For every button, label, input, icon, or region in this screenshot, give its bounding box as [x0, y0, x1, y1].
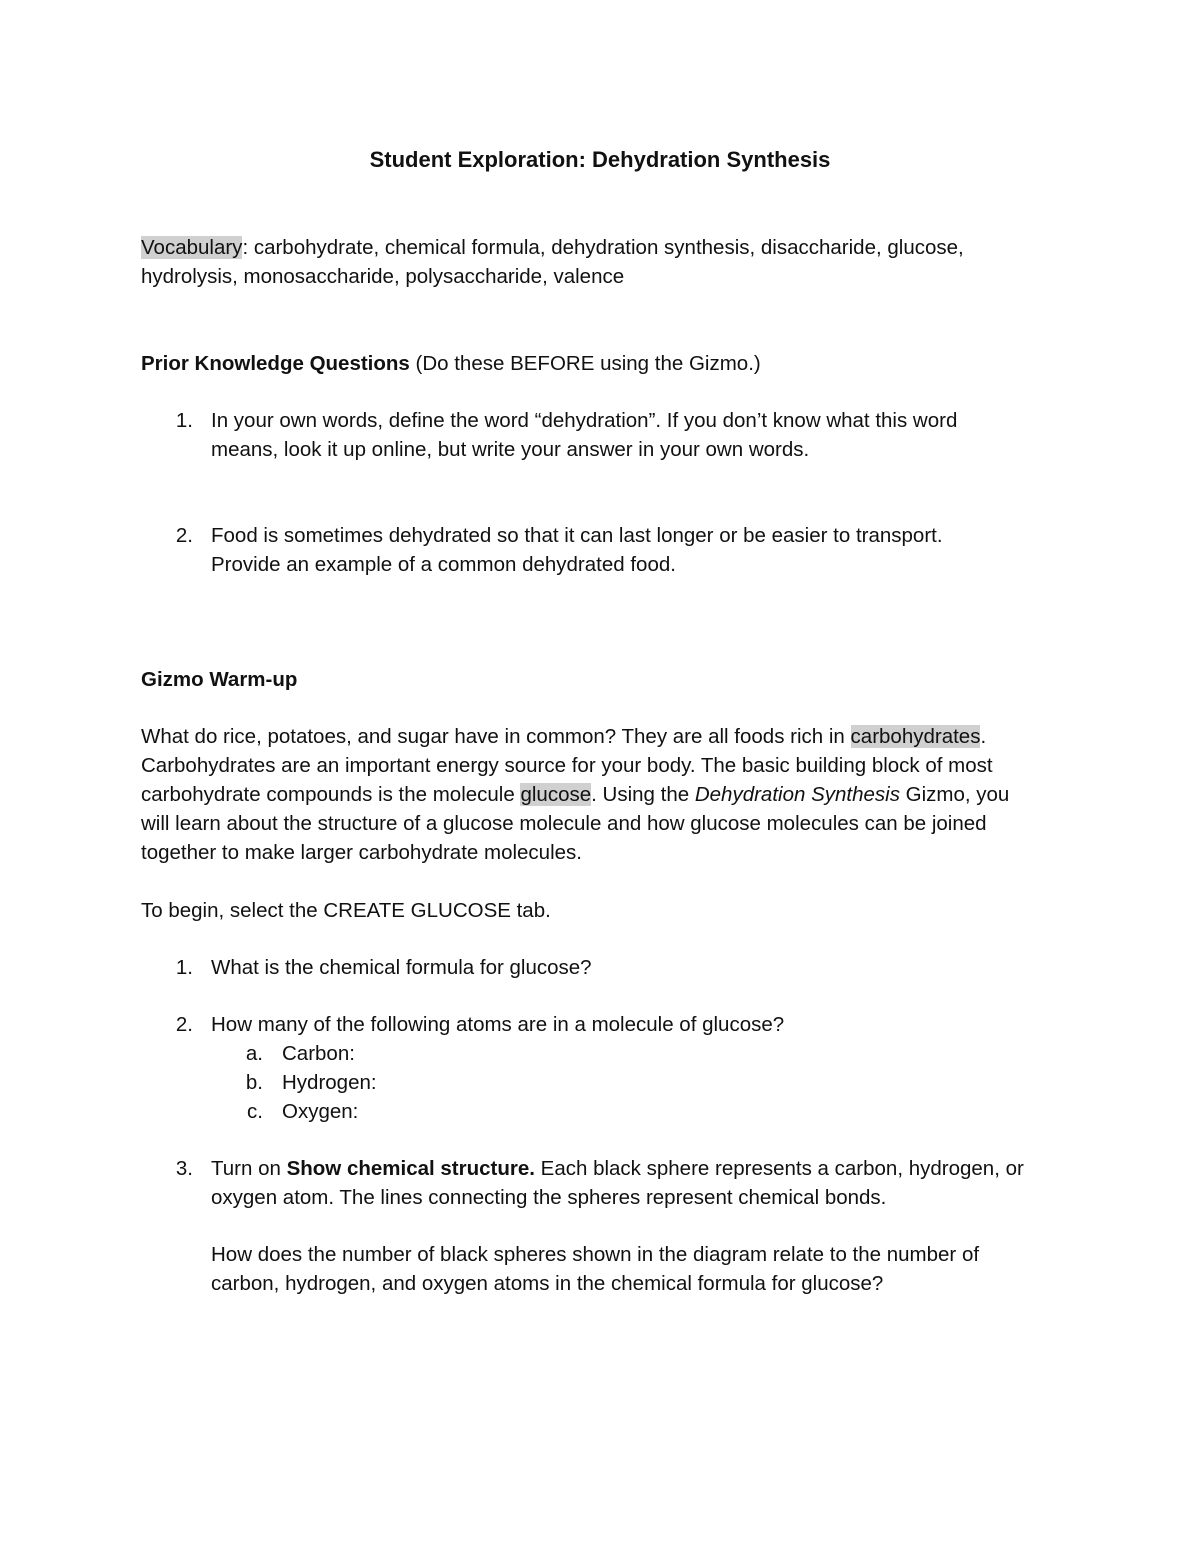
prior-knowledge-heading	[141, 349, 761, 378]
wu-q2-number: 2.	[175, 1013, 193, 1036]
wu-q2a-label: Carbon:	[282, 1042, 355, 1065]
warmup-text: .	[980, 725, 987, 748]
vocabulary-terms-1: : carbohydrate, chemical formula, dehydration synthesis, disaccharide, glucose,	[242, 236, 964, 259]
q3-text: Each black sphere represents a carbon, hydrogen, or	[534, 1157, 1024, 1180]
warmup-p1-line-4: will learn about the structure of a glucose molecule and how glucose molecules can be joined	[141, 812, 987, 835]
wu-q2a-letter: a.	[245, 1042, 263, 1065]
warmup-heading	[141, 665, 297, 694]
wu-q3-line-2: oxygen atom. The lines connecting the spheres represent chemical bonds.	[211, 1186, 887, 1209]
warmup-text: Gizmo, you	[899, 783, 1010, 806]
vocabulary-line-2: hydrolysis, monosaccharide, polysaccharide, valence	[141, 265, 625, 288]
warmup-p2: To begin, select the CREATE GLUCOSE tab.	[141, 899, 551, 922]
pk-q2-number: 2.	[175, 524, 193, 547]
prior-knowledge-title: Prior Knowledge Questions	[141, 352, 410, 375]
vocabulary-label: Vocabulary	[141, 236, 243, 259]
warmup-p1-line-1	[141, 722, 986, 751]
warmup-text: . Using the	[591, 783, 695, 806]
wu-q3-line-4: carbon, hydrogen, and oxygen atoms in the chemical formula for glucose?	[211, 1272, 884, 1295]
gizmo-name: Dehydration Synthesis	[694, 783, 900, 806]
wu-q3-number: 3.	[175, 1157, 193, 1180]
wu-q2b-letter: b.	[245, 1071, 263, 1094]
wu-q3-line-1	[211, 1154, 1024, 1183]
pk-q1-line-1: In your own words, define the word “dehydration”. If you don’t know what this word	[211, 409, 958, 432]
q3-text: Turn on	[211, 1157, 287, 1180]
warmup-title: Gizmo Warm-up	[141, 668, 298, 691]
wu-q1-text: What is the chemical formula for glucose?	[211, 956, 592, 979]
highlight-glucose: glucose	[520, 783, 592, 806]
wu-q2c-label: Oxygen:	[282, 1100, 359, 1123]
wu-q2-text: How many of the following atoms are in a molecule of glucose?	[211, 1013, 785, 1036]
pk-q2-line-1: Food is sometimes dehydrated so that it can last longer or be easier to transport.	[211, 524, 943, 547]
highlight-carbohydrates: carbohydrates	[850, 725, 981, 748]
show-chemical-structure-label: Show chemical structure.	[286, 1157, 535, 1180]
wu-q3-line-3: How does the number of black spheres shown in the diagram relate to the number of	[211, 1243, 980, 1266]
warmup-text: What do rice, potatoes, and sugar have in common? They are all foods rich in	[141, 725, 851, 748]
page-title: Student Exploration: Dehydration Synthesis	[369, 147, 831, 172]
warmup-p1-line-5: together to make larger carbohydrate molecules.	[141, 841, 582, 864]
warmup-p1-line-2: Carbohydrates are an important energy source for your body. The basic building block of most	[141, 754, 993, 777]
wu-q2b-label: Hydrogen:	[282, 1071, 377, 1094]
warmup-text: carbohydrate compounds is the molecule	[141, 783, 521, 806]
pk-q2-line-2: Provide an example of a common dehydrated food.	[211, 553, 676, 576]
pk-q1-line-2: means, look it up online, but write your answer in your own words.	[211, 438, 810, 461]
warmup-p1-line-3	[141, 780, 1009, 809]
pk-q1-number: 1.	[175, 409, 193, 432]
wu-q1-number: 1.	[175, 956, 193, 979]
wu-q2c-letter: c.	[247, 1100, 263, 1123]
prior-knowledge-note: (Do these BEFORE using the Gizmo.)	[409, 352, 761, 375]
vocabulary-line-1	[141, 233, 964, 262]
